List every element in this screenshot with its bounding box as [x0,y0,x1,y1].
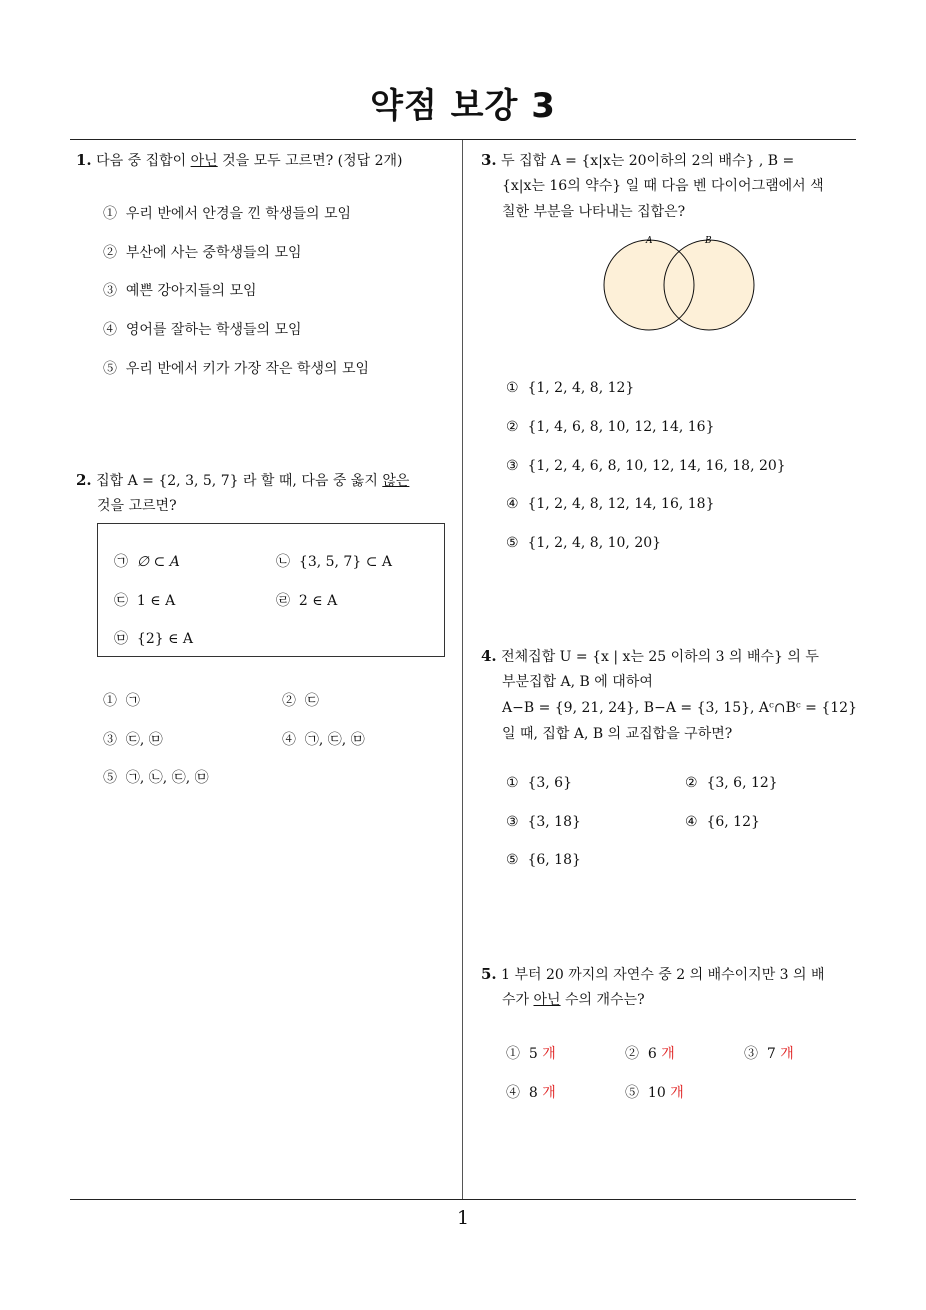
statement-mark: ㉣ [276,593,290,609]
statement-mark: ㉤ [114,631,128,647]
option-mark: ② [282,693,296,709]
option-mark: ② [506,419,519,435]
q3-option-1[interactable] [506,380,634,396]
statement-a [114,551,180,571]
question-5-stem [481,961,825,988]
question-4-stem-line4: 일 때, 집합 A, B 의 교집합을 구하면? [502,726,733,742]
stem-text: 전체집합 U = {x | x는 25 이하의 3 의 배수} 의 두 [501,649,819,665]
option-mark: ③ [506,458,519,474]
q2-option-2[interactable] [282,690,319,710]
statement-text: 1 ∈ A [136,593,176,609]
q4-option-2[interactable] [685,775,778,791]
option-text: 우리 반에서 키가 가장 작은 학생의 모임 [125,361,369,377]
venn-diagram [600,232,760,336]
q1-option-3[interactable] [103,280,257,300]
venn-label-a: A [646,236,653,246]
header-rule [70,139,856,140]
option-text: {6, 12} [706,814,760,830]
option-mark: ③ [103,732,117,748]
statement-c [114,590,175,610]
page-number: 1 [456,1207,470,1229]
statement-mark: ㉢ [114,593,128,609]
option-mark: ① [506,775,519,791]
statement-text: ∅ ⊂ A [136,554,180,570]
q3-option-2[interactable] [506,419,714,435]
question-number: 5. [481,965,497,983]
q5-option-2[interactable] [625,1043,675,1063]
option-mark: ③ [744,1046,758,1062]
venn-label-b: B [705,236,712,246]
page-title: 약점 보강 3 [370,86,556,126]
option-mark: ① [506,1046,520,1062]
q1-option-5[interactable] [103,358,369,378]
option-value: 10 [647,1085,666,1101]
question-3-stem-line2: {x|x는 16의 약수} 일 때 다음 벤 다이어그램에서 색 [502,178,824,194]
underlined-word: 아닌 [190,153,218,169]
statement-e [114,628,193,648]
question-4-stem-line2: 부분집합 A, B 에 대하여 [502,674,653,690]
stem-text: 집합 A = {2, 3, 5, 7} 라 할 때, 다음 중 옳지 [96,473,383,489]
option-value: 7 [766,1046,776,1062]
q2-option-3[interactable] [103,729,163,749]
question-3-stem-line3: 칠한 부분을 나타내는 집합은? [502,204,686,220]
q4-option-5[interactable] [506,852,581,868]
option-unit: 개 [542,1046,556,1062]
option-mark: ② [685,775,698,791]
stem-text: 것을 모두 고르면? (정답 2개) [217,153,403,169]
statement-text: 2 ∈ A [298,593,338,609]
question-4-stem-line3: A−B = {9, 21, 24}, B−A = {3, 15}, Aᶜ∩Bᶜ = {12} [502,700,857,716]
question-number: 2. [76,471,92,489]
option-mark: ③ [103,283,117,299]
option-text: {1, 4, 6, 8, 10, 12, 14, 16} [527,419,715,435]
option-unit: 개 [542,1085,556,1101]
q3-option-4[interactable] [506,496,714,512]
option-mark: ① [103,206,117,222]
option-text: {3, 18} [527,814,581,830]
option-mark: ② [103,245,117,261]
question-4-stem [481,643,819,670]
q2-option-4[interactable] [282,729,365,749]
q5-option-5[interactable] [625,1082,684,1102]
stem-text: 다음 중 집합이 [96,153,191,169]
option-text: ㉢, ㉤ [125,732,163,748]
statement-d [276,590,337,610]
q4-option-1[interactable] [506,775,572,791]
option-mark: ⑤ [103,770,117,786]
question-3-stem [481,147,794,174]
option-text: ㉢ [304,693,319,709]
column-divider [462,140,463,1200]
option-mark: ⑤ [506,852,519,868]
underlined-word: 않은 [382,473,410,489]
option-text: {1, 2, 4, 8, 10, 20} [527,535,662,551]
q2-option-5[interactable] [103,767,209,787]
option-mark: ② [625,1046,639,1062]
q2-option-1[interactable] [103,690,140,710]
question-1-stem [76,147,403,174]
option-text: ㉠, ㉢, ㉤ [304,732,365,748]
q4-option-4[interactable] [685,814,760,830]
option-value: 6 [647,1046,657,1062]
q5-option-1[interactable] [506,1043,556,1063]
underlined-word: 아닌 [533,992,561,1008]
q1-option-4[interactable] [103,319,302,339]
q1-option-2[interactable] [103,242,302,262]
option-value: 5 [528,1046,538,1062]
option-mark: ① [103,693,117,709]
stem-text: 1 부터 20 까지의 자연수 중 2 의 배수이지만 3 의 배 [501,967,825,983]
option-text: {3, 6, 12} [706,775,778,791]
q3-option-5[interactable] [506,535,661,551]
option-text: {6, 18} [527,852,581,868]
q5-option-4[interactable] [506,1082,556,1102]
option-text: 영어를 잘하는 학생들의 모임 [125,322,302,338]
statement-mark: ㉠ [114,554,128,570]
option-text: {1, 2, 4, 6, 8, 10, 12, 14, 16, 18, 20} [527,458,786,474]
option-mark: ③ [506,814,519,830]
statement-mark: ㉡ [276,554,290,570]
statement-b [276,551,392,571]
option-mark: ④ [506,496,519,512]
option-text: 우리 반에서 안경을 낀 학생들의 모임 [125,206,352,222]
stem-text: 수의 개수는? [560,992,645,1008]
option-mark: ⑤ [103,361,117,377]
option-unit: 개 [661,1046,675,1062]
option-text: {3, 6} [527,775,572,791]
option-text: ㉠ [125,693,140,709]
question-number: 4. [481,647,497,665]
option-text: {1, 2, 4, 8, 12, 14, 16, 18} [527,496,715,512]
stem-text: 수가 [502,992,534,1008]
option-mark: ⑤ [506,535,519,551]
question-2-stem [76,467,409,494]
option-mark: ① [506,380,519,396]
q5-option-3[interactable] [744,1043,794,1063]
option-text: ㉠, ㉡, ㉢, ㉤ [125,770,209,786]
q3-option-3[interactable] [506,458,786,474]
option-text: {1, 2, 4, 8, 12} [527,380,635,396]
option-mark: ⑤ [625,1085,639,1101]
option-text: 예쁜 강아지들의 모임 [125,283,257,299]
q1-option-1[interactable] [103,203,351,223]
option-mark: ④ [506,1085,520,1101]
q4-option-3[interactable] [506,814,581,830]
option-value: 8 [528,1085,538,1101]
question-number: 1. [76,151,92,169]
option-text: 부산에 사는 중학생들의 모임 [125,245,302,261]
question-2-stem-line2: 것을 고르면? [97,498,177,514]
statement-text: {2} ∈ A [136,631,194,647]
footer-rule [70,1199,856,1200]
question-5-stem-line2 [502,987,645,1013]
option-mark: ④ [103,322,117,338]
option-mark: ④ [282,732,296,748]
question-number: 3. [481,151,497,169]
stem-text: 두 집합 A = {x|x는 20이하의 2의 배수} , B = [501,153,795,169]
option-unit: 개 [780,1046,794,1062]
option-unit: 개 [670,1085,684,1101]
option-mark: ④ [685,814,698,830]
statement-text: {3, 5, 7} ⊂ A [298,554,392,570]
